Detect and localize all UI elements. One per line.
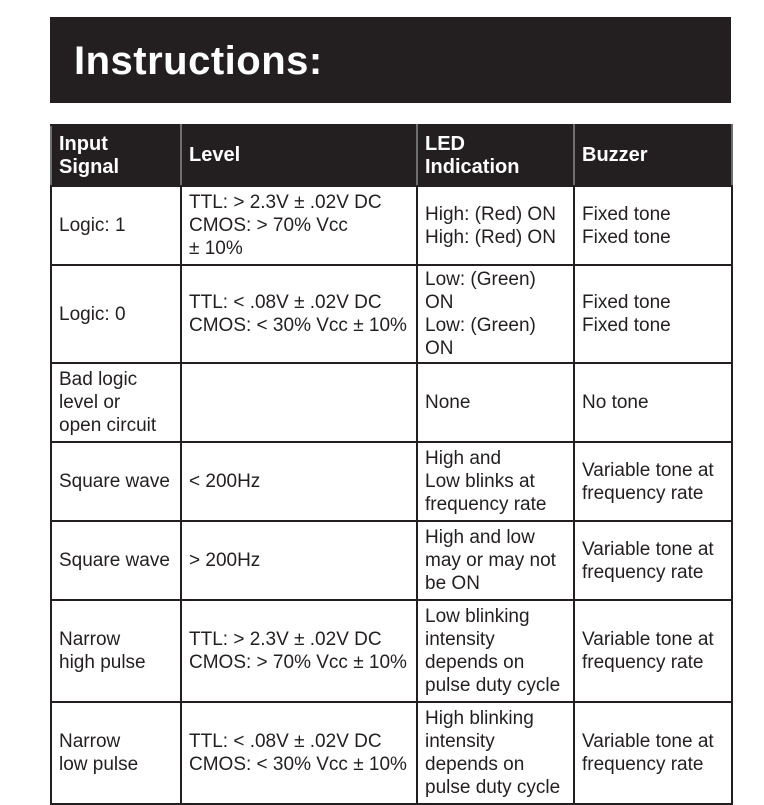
- level-cell: < 200Hz: [181, 442, 417, 521]
- led-indication-cell: Low blinking intensity depends on pulse duty cycle: [417, 600, 574, 702]
- buzzer-cell: Fixed tone Fixed tone: [574, 265, 732, 363]
- input-signal-cell: Bad logic level or open circuit: [51, 363, 181, 442]
- buzzer-cell: Fixed tone Fixed tone: [574, 186, 732, 265]
- column-header-led-indication: LED Indication: [417, 125, 574, 186]
- led-indication-cell: High: (Red) ON High: (Red) ON: [417, 186, 574, 265]
- table-row: [51, 702, 732, 804]
- buzzer-cell: Variable tone at frequency rate: [574, 600, 732, 702]
- buzzer-cell: Variable tone at frequency rate: [574, 442, 732, 521]
- table-row: [51, 521, 732, 600]
- input-signal-cell: Narrow high pulse: [51, 600, 181, 702]
- table-row: [51, 186, 732, 265]
- level-cell: TTL: < .08V ± .02V DC CMOS: < 30% Vcc ± 10%: [181, 265, 417, 363]
- buzzer-cell: Variable tone at frequency rate: [574, 521, 732, 600]
- buzzer-cell: No tone: [574, 363, 732, 442]
- level-cell: TTL: > 2.3V ± .02V DC CMOS: > 70% Vcc ± 10%: [181, 186, 417, 265]
- led-indication-cell: High and Low blinks at frequency rate: [417, 442, 574, 521]
- column-header-level: Level: [181, 125, 417, 186]
- instructions-table: [50, 124, 733, 805]
- table-row: [51, 265, 732, 363]
- column-header-input-signal: Input Signal: [51, 125, 181, 186]
- input-signal-cell: Square wave: [51, 521, 181, 600]
- led-indication-cell: None: [417, 363, 574, 442]
- page-title: Instructions:: [74, 39, 323, 83]
- table-header-row: [51, 125, 732, 186]
- table-row: [51, 363, 732, 442]
- level-cell: [181, 363, 417, 442]
- led-indication-cell: Low: (Green) ON Low: (Green) ON: [417, 265, 574, 363]
- input-signal-cell: Square wave: [51, 442, 181, 521]
- led-indication-cell: High blinking intensity depends on pulse duty cycle: [417, 702, 574, 804]
- title-banner: [50, 17, 731, 103]
- buzzer-cell: Variable tone at frequency rate: [574, 702, 732, 804]
- input-signal-cell: Logic: 1: [51, 186, 181, 265]
- led-indication-cell: High and low may or may not be ON: [417, 521, 574, 600]
- table-row: [51, 600, 732, 702]
- input-signal-cell: Logic: 0: [51, 265, 181, 363]
- level-cell: > 200Hz: [181, 521, 417, 600]
- table-row: [51, 442, 732, 521]
- column-header-buzzer: Buzzer: [574, 125, 732, 186]
- level-cell: TTL: < .08V ± .02V DC CMOS: < 30% Vcc ± 10%: [181, 702, 417, 804]
- input-signal-cell: Narrow low pulse: [51, 702, 181, 804]
- level-cell: TTL: > 2.3V ± .02V DC CMOS: > 70% Vcc ± 10%: [181, 600, 417, 702]
